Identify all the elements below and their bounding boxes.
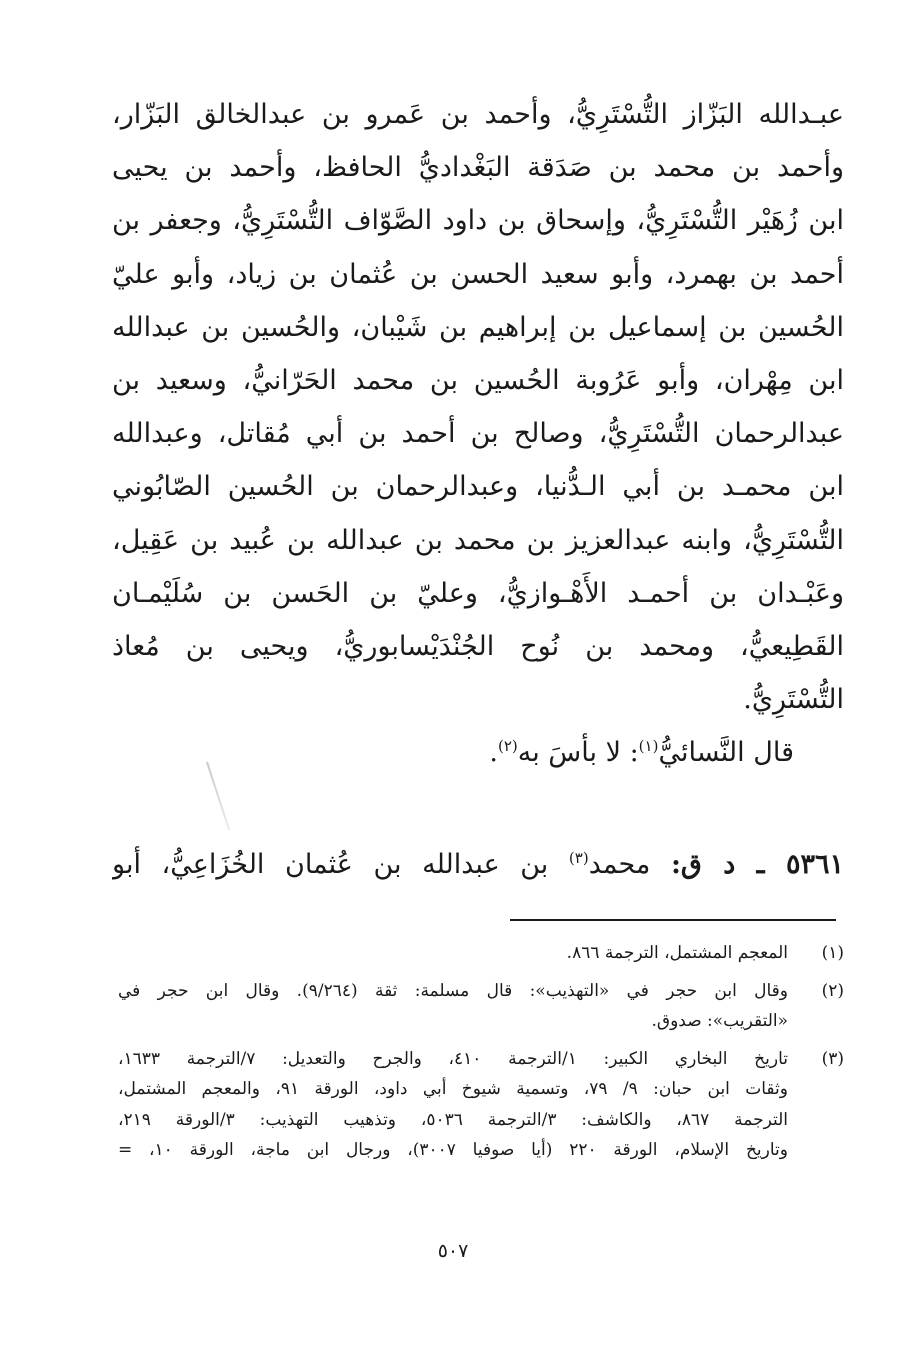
text-line: وأحمد بن محمد بن صَدَقة البَغْداديُّ الحافظ، وأحمد بن يحيى <box>112 152 844 184</box>
footnote-line: وتاريخ الإسلام، الورقة ٢٢٠ (أيا صوفيا ٣٠٠٧)، ورجال ابن ماجة، الورقة ١٠، = <box>118 1140 788 1160</box>
footnote-1 <box>118 938 844 969</box>
text-line: القَطِيعيُّ، ومحمد بن نُوح الجُنْدَيْسابوريُّ، ويحيى بن مُعاذ <box>112 630 844 662</box>
quote-end: . <box>489 737 498 769</box>
footnote-line: المعجم المشتمل، الترجمة ٨٦٦. <box>566 943 788 963</box>
footnote-3 <box>118 1044 844 1166</box>
text-line: ابن مِهْران، وأبو عَرُوبة الحُسين بن محمد الحَرّانيُّ، وسعيد بن <box>112 364 844 396</box>
text-line: أحمد بن بهمرد، وأبو سعيد الحسن بن عُثمان بن زياد، وأبو عليّ <box>112 258 844 290</box>
footnote-2 <box>118 976 844 1037</box>
footnote-body <box>118 1044 788 1166</box>
footnote-line: «التقريب»: صدوق. <box>651 1011 788 1031</box>
entry-name: محمد <box>588 849 651 880</box>
footnote-number: (١) <box>821 943 844 963</box>
footnote-body <box>118 976 788 1037</box>
text-line: وعَبْـدان بن أحمـد الأَهْـوازيُّ، وعليّ بن الحَسن بن سُلَيْمـان <box>112 577 844 609</box>
quote-prefix: قال النَّسائيُّ <box>658 737 794 769</box>
footnotes <box>118 938 844 1166</box>
text-line: عبدالرحمان التُّسْتَرِيُّ، وصالح بن أحمد بن أبي مُقاتل، وعبدالله <box>112 418 844 450</box>
footnote-number: (٢) <box>821 980 844 1001</box>
text-line: التُّسْتَرِيُّ، وابنه عبدالعزيز بن محمد بن عبدالله بن عُبيد بن عَقِيل، <box>112 524 844 556</box>
footnote-line: تاريخ البخاري الكبير: ١/الترجمة ٤١٠، والجرح والتعديل: ٧/الترجمة ١٦٣٣، <box>118 1048 788 1069</box>
text-line: ابن محمـد بن أبي الـدُّنيا، وعبدالرحمان بن الحُسين الصّابُوني <box>112 471 844 503</box>
footnote-ref-2: (٢) <box>497 737 518 756</box>
biography-entry-heading <box>112 835 844 895</box>
main-text <box>112 88 844 779</box>
footnote-body <box>118 938 788 969</box>
page-number: ٥٠٧ <box>437 1240 469 1262</box>
text-line: الحُسين بن إسماعيل بن إبراهيم بن شَيْبان، والحُسين بن عبدالله <box>112 311 844 343</box>
quote-text: : لا بأسَ به <box>517 737 639 769</box>
text-line: عبـدالله البَزّاز التُّسْتَرِيُّ، وأحمد بن عَمرو بن عبدالخالق البَزّار، <box>112 99 844 130</box>
entry-name-rest: بن عبدالله بن عُثمان الخُزَاعِيُّ، أبو <box>112 849 549 880</box>
footnote-separator <box>510 919 836 921</box>
footnote-ref-1: (١) <box>638 737 659 756</box>
text-line: ابن زُهَيْر التُّسْتَرِيُّ، وإسحاق بن داود الصَّوّاف التُّسْتَرِيُّ، وجعفر بن <box>112 205 844 237</box>
text-line: التُّسْتَرِيُّ. <box>743 684 844 716</box>
footnote-ref-3: (٣) <box>568 849 589 867</box>
footnote-line: وقال ابن حجر في «التهذيب»: قال مسلمة: ثقة (٩/٢٦٤). وقال ابن حجر في <box>118 980 788 1001</box>
footnote-number: (٣) <box>821 1048 844 1069</box>
nasai-quote <box>112 726 844 779</box>
footnote-line: الترجمة ٨٦٧، والكاشف: ٣/الترجمة ٥٠٣٦، وتذهيب التهذيب: ٣/الورقة ٢١٩، <box>118 1109 788 1130</box>
entry-number: ٥٣٦١ ـ د ق: <box>670 849 844 880</box>
footnote-line: وثقات ابن حبان: ٩/ ٧٩، وتسمية شيوخ أبي داود، الورقة ٩١، والمعجم المشتمل، <box>118 1079 788 1099</box>
